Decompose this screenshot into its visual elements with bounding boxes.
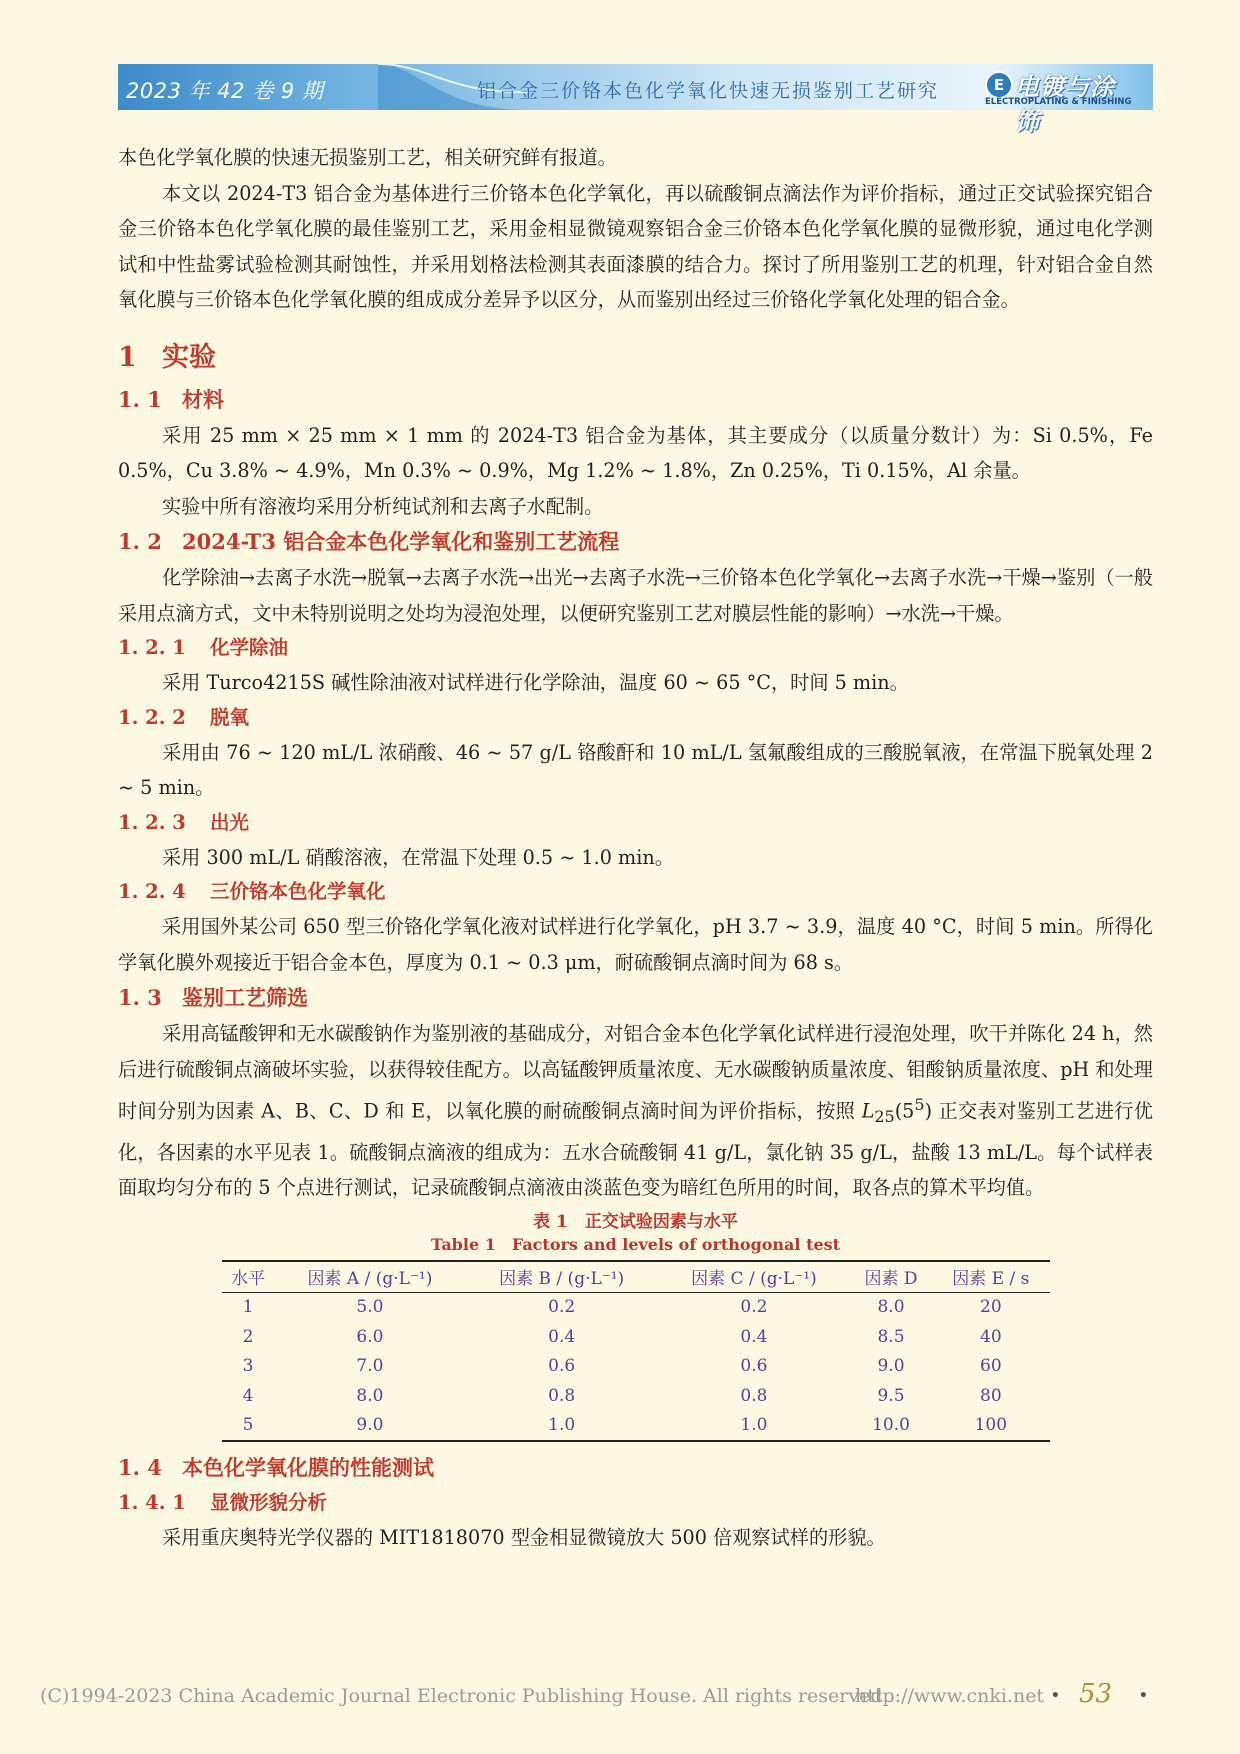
table-row: [222, 1411, 1050, 1442]
copyright-notice: (C)1994-2023 China Academic Journal Electronic Publishing House. All rights reserved.: [40, 1685, 889, 1707]
table-cell: 0.2: [548, 1297, 576, 1318]
table-cell: 9.0: [356, 1415, 384, 1436]
section-heading-1-2: [118, 524, 1153, 560]
section-heading-1-4-1: [118, 1486, 1153, 1520]
table-caption-cn: 表 1 正交试验因素与水平: [533, 1211, 738, 1232]
table-cell: 8.5: [877, 1326, 905, 1347]
table-cell: 1.0: [740, 1415, 768, 1436]
logo-english-title: ELECTROPLATING & FINISHING: [985, 97, 1132, 107]
paragraph-part: 采用高锰酸钾和无水碳酸钠作为鉴别液的基础成分，对铝合金本色化学氧化试样进行浸泡处理，吹干并陈化 24 h，然后进行硫酸铜点滴破坏实验，以获得较佳配方。以高锰酸钾质量浓度、无水碳酸钠质量浓度、钼酸钠质量浓度、pH 和处理时间分别为因素 A、B、C、D 和 E，以氧化膜的耐硫酸铜点滴时间为评价指标，按照: [118, 1022, 1153, 1123]
table-cell: 60: [980, 1356, 1002, 1377]
section-number: 1. 4. 1: [118, 1491, 186, 1515]
table-cell: 80: [980, 1385, 1002, 1406]
paragraph-microscopy: 采用重庆奥特光学仪器的 MIT1818070 型金相显微镜放大 500 倍观察试样的形貌。: [162, 1526, 886, 1550]
section-title: 材料: [182, 386, 224, 412]
logo-chinese-title: 电镀与涂饰: [1015, 72, 1115, 136]
table-cell: 100: [974, 1415, 1008, 1436]
table-cell: 6.0: [356, 1326, 384, 1347]
table-cell: 0.6: [740, 1356, 768, 1377]
table-header-cell: 因素 D: [864, 1269, 918, 1290]
bullet-icon: •: [1138, 1685, 1149, 1706]
table-row: [222, 1322, 1050, 1352]
table-cell: 5.0: [356, 1297, 384, 1318]
section-number: 1. 3: [118, 985, 162, 1010]
orthogonal-table-base: (5: [894, 1099, 915, 1123]
page-footer: [40, 1679, 1160, 1709]
section-title: 化学除油: [210, 636, 289, 659]
paragraph-process-flow: 化学除油→去离子水洗→脱氧→去离子水洗→出光→去离子水洗→三价铬本色化学氧化→去离子水洗→干燥→鉴别（一般采用点滴方式，文中未特别说明之处均为浸泡处理，以便研究鉴别工艺对膜层性能的影响）→水洗→干燥。: [118, 566, 1153, 625]
section-number: 1. 2. 2: [118, 705, 186, 729]
section-heading-1-4: [118, 1450, 1153, 1486]
section-title: 2024-T3 铝合金本色化学氧化和鉴别工艺流程: [182, 529, 620, 554]
table-cell: 9.0: [877, 1356, 905, 1377]
logo-e-icon: E: [985, 71, 1013, 99]
table-row: [222, 1352, 1050, 1382]
section-heading-1: [118, 334, 1153, 382]
table-cell: 0.6: [548, 1356, 576, 1377]
table-header-cell: 因素 A / (g·L⁻¹): [307, 1269, 433, 1290]
section-title: 三价铬本色化学氧化: [210, 880, 386, 903]
paragraph-part: 正交表对鉴别工艺进行优化，各因素的水平见表 1。硫酸铜点滴液的组成为：五水合硫酸铜 41 g/L，氯化钠 35 g/L，盐酸 13 mL/L。每个试样表面取均匀分布的 5 个点进行测试，记录硫酸铜点滴液由淡蓝色变为暗红色所用的时间，取各点的算术平均值。: [118, 1099, 1153, 1200]
orthogonal-table-superscript: 5: [914, 1095, 925, 1114]
table-cell: 8.0: [877, 1297, 905, 1318]
section-heading-1-3: [118, 980, 1153, 1016]
table-row: [222, 1381, 1050, 1411]
section-number: 1. 1: [118, 386, 162, 412]
section-heading-1-1: [118, 382, 1153, 418]
table-cell: 9.5: [877, 1385, 905, 1406]
section-number: 1. 2: [118, 529, 162, 554]
paragraph-oxidation: 采用国外某公司 650 型三价铬化学氧化液对试样进行化学氧化，pH 3.7 ~ 3.9，温度 40 °C，时间 5 min。所得化学氧化膜外观接近于铝合金本色，厚度为 0.1 ~ 0.3 μm，耐硫酸铜点滴时间为 68 s。: [118, 915, 1153, 974]
section-title: 脱氧: [210, 705, 250, 729]
table-cell: 3: [242, 1356, 254, 1377]
paragraph-screening: [118, 1016, 1153, 1206]
table-header-cell: 因素 B / (g·L⁻¹): [499, 1269, 625, 1290]
section-number: 1. 4: [118, 1455, 162, 1481]
table-header-row: [222, 1261, 1050, 1293]
section-number: 1. 2. 3: [118, 810, 186, 834]
section-title: 出光: [210, 810, 250, 834]
section-title: 实验: [162, 341, 216, 373]
table-cell: 40: [980, 1326, 1002, 1347]
table-header-cell: 因素 C / (g·L⁻¹): [691, 1269, 817, 1290]
section-heading-1-2-4: [118, 875, 1153, 909]
section-number: 1. 2. 4: [118, 880, 186, 903]
table-cell: 0.8: [548, 1385, 576, 1406]
table-cell: 0.4: [548, 1326, 576, 1347]
table-header-cell: 因素 E / s: [952, 1269, 1030, 1290]
table-cell: 1: [242, 1297, 254, 1318]
page-number: 53: [1079, 1679, 1113, 1709]
article-body: [118, 140, 1153, 1556]
table-cell: 20: [980, 1297, 1002, 1318]
section-title: 鉴别工艺筛选: [182, 985, 308, 1010]
table-cell: 1.0: [548, 1415, 576, 1436]
journal-logo: [983, 66, 1133, 136]
paragraph-brightening: 采用 300 mL/L 硝酸溶液，在常温下处理 0.5 ~ 1.0 min。: [162, 845, 674, 869]
paragraph-solutions: 实验中所有溶液均采用分析纯试剂和去离子水配制。: [162, 494, 604, 518]
paragraph-deoxidation: 采用由 76 ~ 120 mL/L 浓硝酸、46 ~ 57 g/L 铬酸酐和 10 mL/L 氢氟酸组成的三酸脱氧液，在常温下脱氧处理 2 ~ 5 min。: [118, 740, 1153, 799]
section-title: 显微形貌分析: [210, 1491, 328, 1515]
section-heading-1-2-1: [118, 631, 1153, 665]
table-cell: 2: [242, 1326, 254, 1347]
section-title: 本色化学氧化膜的性能测试: [182, 1455, 434, 1481]
table-cell: 0.2: [740, 1297, 768, 1318]
table-cell: 4: [242, 1385, 254, 1406]
section-number: 1: [118, 341, 137, 373]
paragraph-intro: 本文以 2024-T3 铝合金为基体进行三价铬本色化学氧化，再以硫酸铜点滴法作为评价指标，通过正交试验探究铝合金三价铬本色化学氧化膜的最佳鉴别工艺，采用金相显微镜观察铝合金三价铬本色化学氧化膜的显微形貌，通过电化学测试和中性盐雾试验检测其耐蚀性，并采用划格法检测其表面漆膜的结合力。探讨了所用鉴别工艺的机理，针对铝合金自然氧化膜与三价铬本色化学氧化膜的组成成分差异予以区分，从而鉴别出经过三价铬化学氧化处理的铝合金。: [118, 181, 1153, 311]
running-title: 铝合金三价铬本色化学氧化快速无损鉴别工艺研究: [476, 80, 939, 102]
table-cell: 10.0: [872, 1415, 910, 1436]
table-cell: 0.8: [740, 1385, 768, 1406]
table-row: [222, 1292, 1050, 1322]
orthogonal-table-subscript: 25: [874, 1107, 895, 1127]
paragraph-materials: 采用 25 mm × 25 mm × 1 mm 的 2024-T3 铝合金为基体，其主要成分（以质量分数计）为：Si 0.5%，Fe 0.5%，Cu 3.8% ~ 4.9%，Mn 0.3% ~ 0.9%，Mg 1.2% ~ 1.8%，Zn 0.25%，Ti 0.15%，Al 余量。: [118, 423, 1153, 482]
paragraph-intro-cont: 本色化学氧化膜的快速无损鉴别工艺，相关研究鲜有报道。: [118, 146, 617, 169]
issue-label: 2023 年 42 卷 9 期: [126, 79, 324, 103]
table-cell: 5: [242, 1415, 254, 1436]
orthogonal-table-symbol: L: [861, 1099, 875, 1123]
section-number: 1. 2. 1: [118, 636, 186, 659]
bullet-icon: •: [1050, 1685, 1061, 1706]
paragraph-degreasing: 采用 Turco4215S 碱性除油液对试样进行化学除油，温度 60 ~ 65 °C，时间 5 min。: [162, 671, 909, 694]
cnki-link[interactable]: http://www.cnki.net: [855, 1685, 1045, 1707]
section-heading-1-2-3: [118, 806, 1153, 840]
section-heading-1-2-2: [118, 701, 1153, 735]
table-header-cell: 水平: [231, 1269, 266, 1290]
table-caption-en: Table 1 Factors and levels of orthogonal test: [430, 1234, 841, 1254]
journal-header: [118, 64, 1153, 136]
table-cell: 7.0: [356, 1356, 384, 1377]
factors-levels-table: [222, 1260, 1050, 1443]
table-cell: 8.0: [356, 1385, 384, 1406]
orthogonal-table-close: ): [924, 1099, 933, 1123]
table-cell: 0.4: [740, 1326, 768, 1347]
